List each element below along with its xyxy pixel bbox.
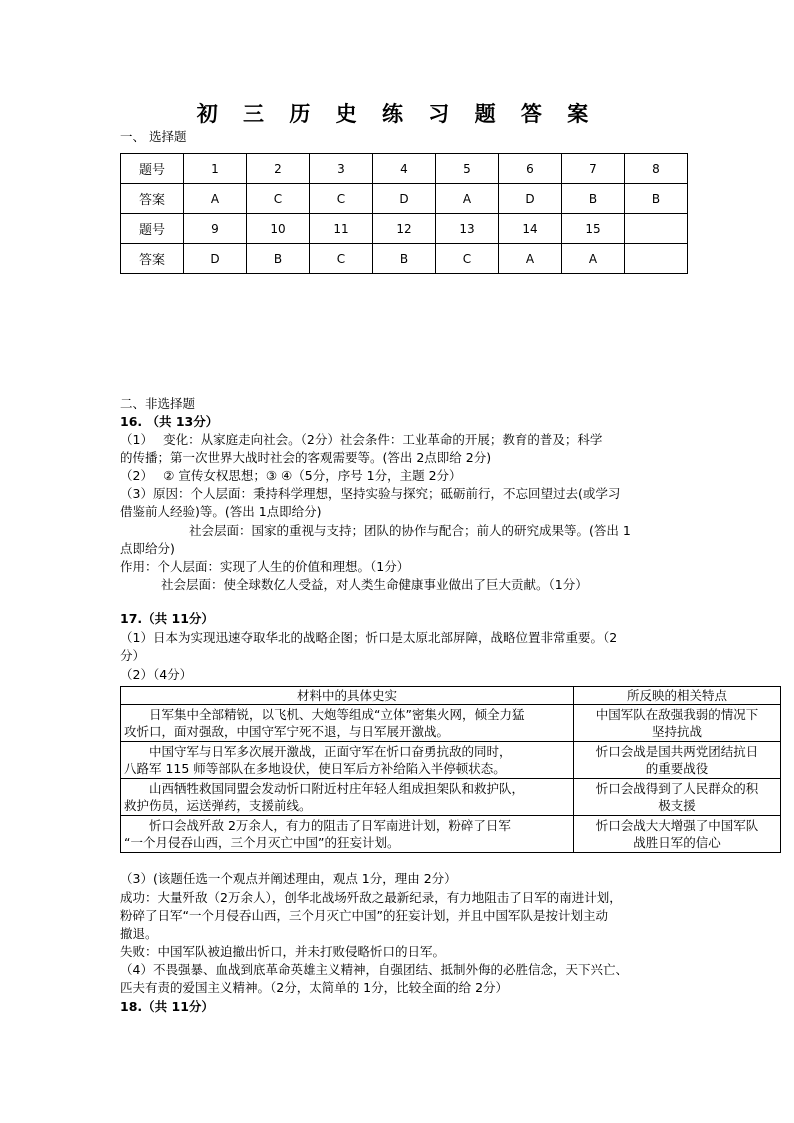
feature-cell: [574, 705, 781, 742]
cell-line: 坚持抗战: [651, 724, 702, 739]
table-cell: 10: [247, 214, 310, 244]
q17-line: 分）: [120, 648, 146, 663]
table-cell: A: [436, 184, 499, 214]
table-cell: 答案: [121, 184, 184, 214]
table-cell: B: [562, 184, 625, 214]
table-cell: 5: [436, 154, 499, 184]
table-cell: 题号: [121, 154, 184, 184]
q16-line: 社会层面：国家的重视与支持；团队的协作与配合；前人的研究成果等。(答出 1: [189, 523, 631, 538]
table-cell: B: [373, 244, 436, 274]
q16-line: （1） 变化：从家庭走向社会。（2分）社会条件：工业革命的开展；教育的普及；科学: [120, 432, 603, 447]
table-cell: 11: [310, 214, 373, 244]
q17-heading: 17.（共 11分）: [120, 611, 214, 626]
table-cell: 14: [499, 214, 562, 244]
table-row: [121, 705, 781, 742]
q17-line: （4）不畏强暴、血战到底革命英雄主义精神，自强团结、抵制外侮的必胜信念，天下兴亡、: [120, 962, 628, 977]
q17-line: （3）(该题任选一个观点并阐述理由，观点 1分，理由 2分）: [120, 871, 457, 886]
table-cell: 答案: [121, 244, 184, 274]
cell-line: 忻口会战大大增强了中国军队: [595, 818, 759, 833]
fact-cell: [121, 742, 574, 779]
q16-line: （2） ② 宣传女权思想；③ ④（5分，序号 1分，主题 2分）: [120, 468, 462, 483]
table-cell: C: [310, 184, 373, 214]
cell-line: 忻口会战是国共两党团结抗日: [595, 744, 759, 759]
table-cell: [625, 244, 688, 274]
table-cell: D: [373, 184, 436, 214]
fact-cell: [121, 779, 574, 816]
table-cell: D: [499, 184, 562, 214]
cell-line: 极支援: [658, 798, 696, 813]
q17-line: 成功：大量歼敌（2万余人），创华北战场歼敌之最新纪录，有力地阻击了日军的南进计划，: [120, 890, 622, 905]
table-cell: C: [247, 184, 310, 214]
feature-cell: [574, 779, 781, 816]
cell-line: 中国军队在敌强我弱的情况下: [595, 707, 759, 722]
cell-line: 八路军 115 师等部队在多地设伏，使日军后方补给陷入半停顿状态。: [124, 761, 506, 776]
q16-line: 点即给分): [120, 541, 175, 556]
q16-line: （3）原因：个人层面：秉持科学理想，坚持实验与探究；砥砺前行，不忘回望过去(或学习: [120, 486, 621, 501]
table-cell: 7: [562, 154, 625, 184]
q16-line: 的传播；第一次世界大战时社会的客观需要等。(答出 2点即给 2分): [120, 450, 492, 465]
table-cell: 6: [499, 154, 562, 184]
q17-line: （1）日本为实现迅速夺取华北的战略企图；忻口是太原北部屏障，战略位置非常重要。（2: [120, 630, 618, 645]
table-cell: 15: [562, 214, 625, 244]
table-cell: 3: [310, 154, 373, 184]
table-row: [121, 154, 688, 184]
q17-line: 粉碎了日军“一个月侵吞山西，三个月灭亡中国”的狂妄计划，并且中国军队是按计划主动: [120, 908, 608, 923]
table-cell: A: [499, 244, 562, 274]
column-header: 所反映的相关特点: [574, 687, 781, 705]
table-cell: D: [184, 244, 247, 274]
q18-heading: 18.（共 11分）: [120, 999, 214, 1014]
table-cell: B: [625, 184, 688, 214]
q17-line: 匹夫有责的爱国主义精神。（2分，太简单的 1分，比较全面的给 2分）: [120, 980, 509, 995]
q16-line: 社会层面：使全球数亿人受益，对人类生命健康事业做出了巨大贡献。（1分）: [161, 577, 588, 592]
table-cell: 8: [625, 154, 688, 184]
fact-cell: [121, 816, 574, 853]
table-row: [121, 244, 688, 274]
table-row: [121, 184, 688, 214]
page-title: 初 三 历 史 练 习 题 答 案: [196, 102, 598, 126]
table-cell: 13: [436, 214, 499, 244]
q17-line: （2）（4分）: [120, 667, 193, 682]
table-row: [121, 779, 781, 816]
table-cell: B: [247, 244, 310, 274]
section2-heading: 二、非选择题: [120, 396, 196, 411]
q17-line: 失败：中国军队被迫撤出忻口，并未打败侵略忻口的日军。: [120, 944, 446, 959]
q16-heading: 16. （共 13分）: [120, 414, 219, 429]
table-cell: A: [184, 184, 247, 214]
column-header: 材料中的具体史实: [121, 687, 574, 705]
fact-cell: [121, 705, 574, 742]
feature-cell: [574, 816, 781, 853]
table-cell: 题号: [121, 214, 184, 244]
material-table: [120, 686, 781, 853]
table-header-row: [121, 687, 781, 705]
table-cell: C: [310, 244, 373, 274]
table-row: [121, 816, 781, 853]
cell-line: 的重要战役: [645, 761, 709, 776]
cell-line: 日军集中全部精锐，以飞机、大炮等组成“立体”密集火网，倾全力猛: [124, 707, 525, 722]
section1-heading: 一、 选择题: [120, 129, 187, 144]
table-cell: 12: [373, 214, 436, 244]
cell-line: 中国守军与日军多次展开激战，正面守军在忻口奋勇抗敌的同时，: [124, 744, 512, 759]
table-cell: 1: [184, 154, 247, 184]
table-row: [121, 742, 781, 779]
table-row: [121, 214, 688, 244]
cell-line: 攻忻口，面对强敌，中国守军宁死不退，与日军展开激战。: [124, 724, 450, 739]
q16-line: 借鉴前人经验)等。(答出 1点即给分): [120, 504, 322, 519]
answer-table: [120, 153, 688, 274]
cell-line: 忻口会战得到了人民群众的积: [595, 781, 759, 796]
feature-cell: [574, 742, 781, 779]
table-cell: A: [562, 244, 625, 274]
q16-line: 作用：个人层面：实现了人生的价值和理想。（1分）: [120, 559, 410, 574]
cell-line: 山西牺牲救国同盟会发动忻口附近村庄年轻人组成担架队和救护队，: [124, 781, 525, 796]
table-cell: [625, 214, 688, 244]
cell-line: 忻口会战歼敌 2万余人，有力的阻击了日军南进计划，粉碎了日军: [124, 818, 511, 833]
table-cell: 4: [373, 154, 436, 184]
cell-line: 救护伤员，运送弹药，支援前线。: [124, 798, 312, 813]
table-cell: C: [436, 244, 499, 274]
cell-line: 战胜日军的信心: [633, 835, 721, 850]
q17-line: 撤退。: [120, 926, 158, 941]
cell-line: “一个月侵吞山西，三个月灭亡中国”的狂妄计划。: [124, 835, 400, 850]
table-cell: 2: [247, 154, 310, 184]
table-cell: 9: [184, 214, 247, 244]
